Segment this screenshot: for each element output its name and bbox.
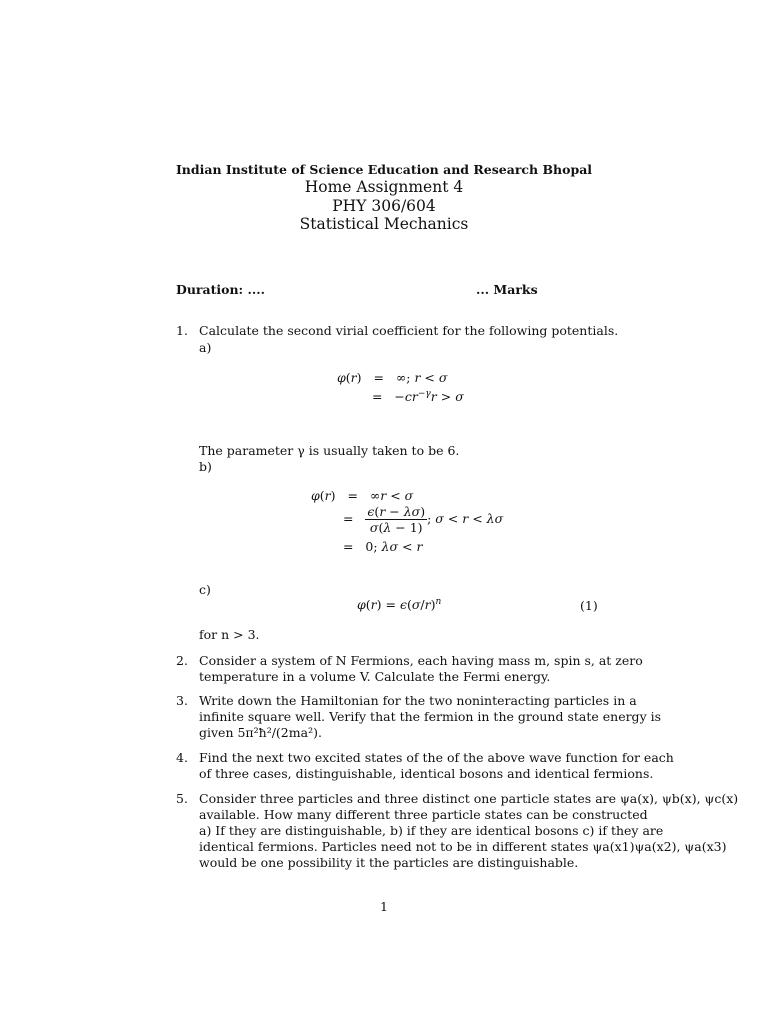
question-1-number: 1. [176, 323, 188, 338]
institute-name: Indian Institute of Science Education and Research Bhopal [175, 162, 593, 177]
question-3-line-2: infinite square well. Verify that the fermion in the ground state energy is [199, 709, 662, 724]
course-code: PHY 306/604 [332, 197, 436, 215]
question-1a-label: a) [199, 340, 212, 355]
question-5-number: 5. [176, 791, 188, 806]
question-1c-condition: for n > 3. [199, 627, 260, 642]
question-1a-note: The parameter γ is usually taken to be 6. [199, 443, 460, 458]
equation-1a-line-2: = $-cr^{-\gamma}r > \sigma$ [372, 389, 464, 405]
question-5-line-3: a) If they are distinguishable, b) if they are identical bosons c) if they are [199, 823, 664, 838]
question-5-line-4: identical fermions. Particles need not to be in different states ψa(x1)ψa(x2), ψa(x3) [199, 839, 727, 854]
question-2-line-1: Consider a system of N Fermions, each having mass m, spin s, at zero [199, 653, 643, 668]
question-3-line-3: given 5π²ħ²/(2ma²). [199, 725, 322, 740]
question-5-line-5: would be one possibility it the particles are distinguishable. [199, 855, 579, 870]
question-5-line-2: available. How many different three particle states can be constructed [199, 807, 648, 822]
equation-1b-line-2: = $\frac{\epsilon(r - \lambda\sigma)}{\sigma(\lambda - 1)}$ ; σ < r < λσ [343, 504, 504, 535]
assignment-title: Home Assignment 4 [304, 178, 464, 196]
equation-1c-number: (1) [580, 598, 598, 613]
question-1b-label: b) [199, 459, 212, 474]
question-4-line-1: Find the next two excited states of the of the above wave function for each [199, 750, 674, 765]
equation-1b-line-1: φ(r) = ∞r < σ [311, 488, 414, 503]
page-number: 1 [380, 899, 388, 914]
course-name: Statistical Mechanics [299, 215, 469, 233]
question-3-line-1: Write down the Hamiltonian for the two noninteracting particles in a [199, 693, 637, 708]
duration-label: Duration: .... [176, 282, 265, 297]
question-1c-label: c) [199, 582, 211, 597]
question-5-line-1: Consider three particles and three distinct one particle states are ψa(x), ψb(x), ψc(x) [199, 791, 739, 806]
question-4-line-2: of three cases, distinguishable, identical bosons and identical fermions. [199, 766, 654, 781]
question-4-number: 4. [176, 750, 188, 765]
equation-1a-line-1: φ(r) = ∞; r < σ [337, 370, 448, 385]
question-2-number: 2. [176, 653, 188, 668]
equation-1b-line-3: = 0; λσ < r [343, 539, 423, 554]
marks-label: ... Marks [476, 282, 538, 297]
question-1-text: Calculate the second virial coefficient for the following potentials. [199, 323, 619, 338]
question-2-line-2: temperature in a volume V. Calculate the Fermi energy. [199, 669, 551, 684]
question-3-number: 3. [176, 693, 188, 708]
equation-1c: $\varphi(r) = \epsilon(\sigma/r)^n$ [357, 597, 442, 613]
